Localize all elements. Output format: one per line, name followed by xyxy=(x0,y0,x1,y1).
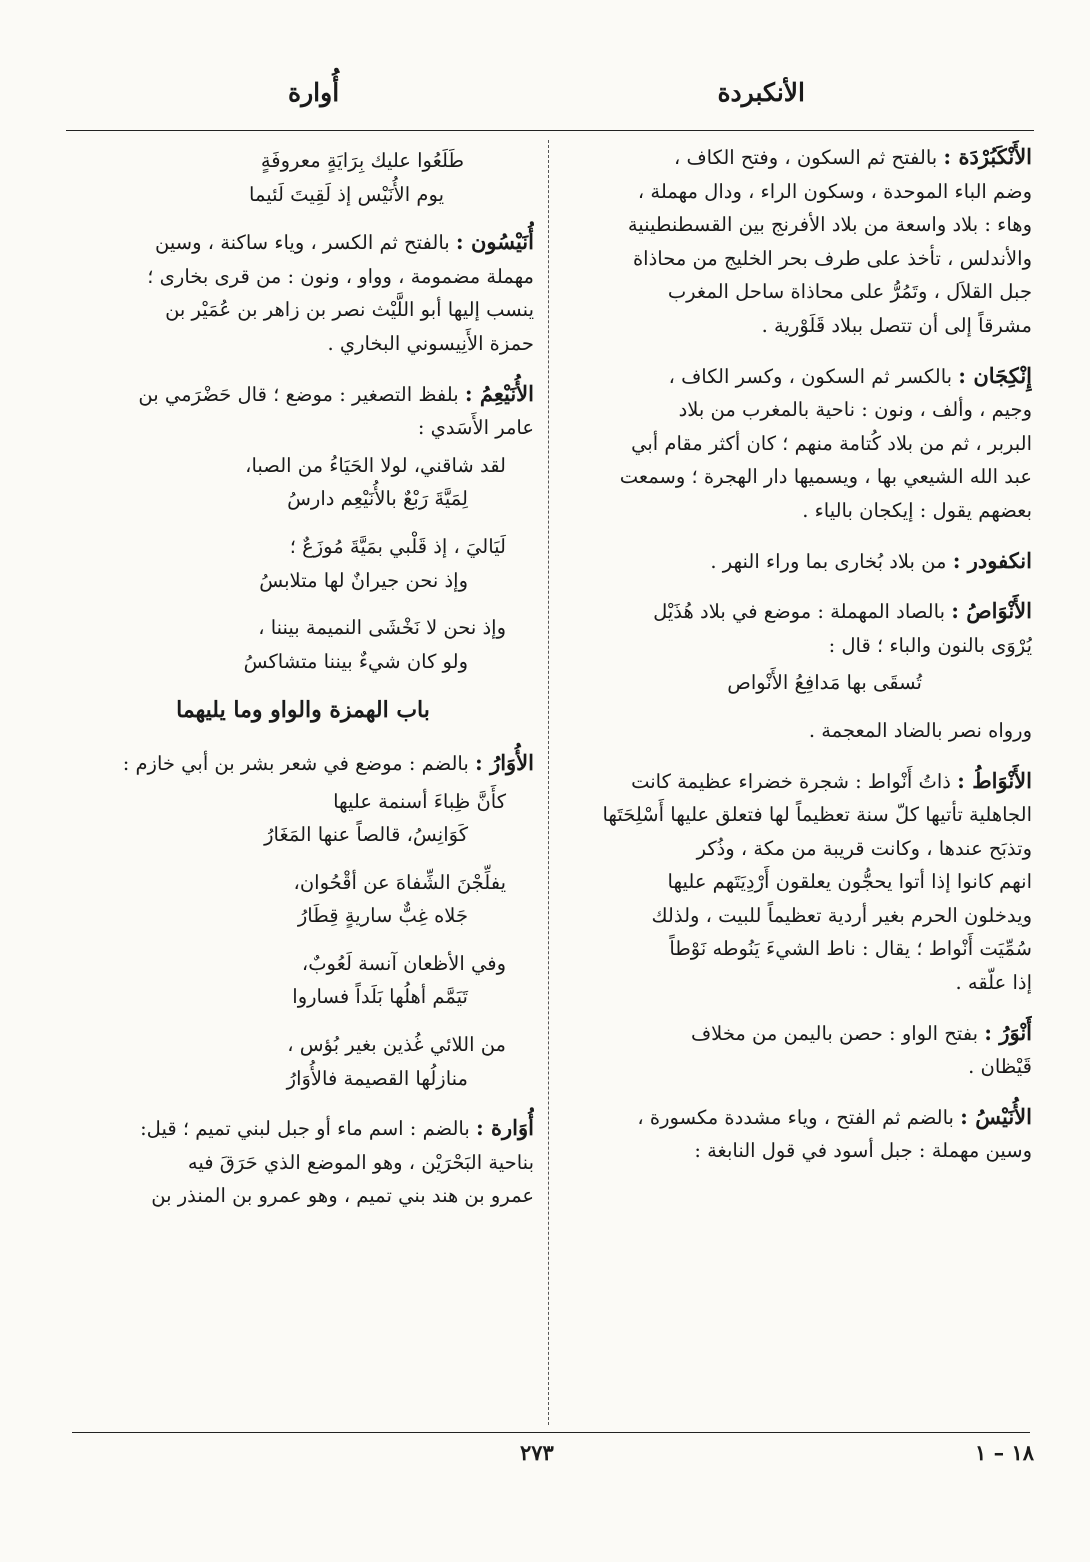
entry-text: وهاء : بلاد واسعة من بلاد الأفرنج بين القسطنطينية xyxy=(627,213,1032,237)
entry-text: بالفتح ثم السكون ، وفتح الكاف ، xyxy=(673,146,938,169)
entry-text: قَيْظان . xyxy=(968,1055,1032,1079)
verse-line: يوم الأُنَيْس إذ لَقِيتَ لَئيما xyxy=(249,182,444,206)
chapter-heading: باب الهمزة والواو وما يليهما xyxy=(176,697,430,724)
entry-text: بالصاد المهملة : موضع في بلاد هُذَيْل xyxy=(653,600,945,624)
entry-unays xyxy=(562,1100,1032,1168)
entry-uwara xyxy=(72,1111,534,1213)
entry-lemma: الأُوَارُ : xyxy=(475,749,534,775)
verse-line: كأَنَّ ظِباءَ أسنمة عليها xyxy=(333,789,506,813)
entry-text: إذا علّقه . xyxy=(955,971,1032,995)
entry-text: بالفتح ثم الكسر ، وياء ساكنة ، وسين xyxy=(155,231,450,255)
verse-line: وفي الأظعان آنسة لَعُوبٌ، xyxy=(301,951,506,975)
entry-ankafudar xyxy=(562,544,1032,579)
entry-text: ورواه نصر بالضاد المعجمة . xyxy=(808,718,1032,742)
verse-line: من اللائي غُذين بغير بُؤس ، xyxy=(287,1033,506,1057)
entry-text: عامر الأَسَدي : xyxy=(417,416,534,440)
verse-line: لَيَاليَ ، إذ قَلْبي بمَيَّةَ مُوزَعٌ ؛ xyxy=(289,534,506,558)
top-rule xyxy=(66,130,1034,131)
verse-line: وإذ نحن جيرانٌ لها متلابسُ xyxy=(259,568,468,592)
verse-line: يفلِّجْنَ الشِّفاهَ عن أقْحُوان، xyxy=(293,870,506,894)
entry-text: وضم الباء الموحدة ، وسكون الراء ، ودال مهملة ، xyxy=(637,179,1032,203)
entry-uwar xyxy=(72,746,534,1095)
left-column xyxy=(72,140,534,1428)
entry-text: مشرقاً إلى أن تتصل ببلاد قَلَوْرية . xyxy=(761,313,1032,337)
entry-text: البربر ، ثم من بلاد كُتامة منهم ؛ كان أكثر مقام أبي xyxy=(631,431,1032,455)
entry-text: وتذبَح عندها ، وكانت قريبة من مكة ، وذُكر xyxy=(696,836,1032,860)
entry-text: بالضم : موضع في شعر بشر بن أبي خازم : xyxy=(122,751,469,775)
running-head-left: أُوارة xyxy=(288,78,340,107)
entry-lemma: الأَنْوَاصُ : xyxy=(951,598,1032,624)
verse-line: لقد شاقني، لولا الحَيَاءُ من الصبا، xyxy=(245,453,506,477)
verse xyxy=(72,785,534,852)
verse-line: لِمَيَّةَ رَبْعٌ بالأُنَيْعِم دارسُ xyxy=(287,487,468,511)
entry-lemma: الأَنْوَاطُ : xyxy=(957,767,1032,793)
entry-text: بناحية البَحْرَيْن ، وهو الموضع الذي حَرَقَ فيه xyxy=(187,1150,534,1174)
entry-text: انهم كانوا إذا أتوا يحجُّون يعلقون أَرْدِيَتَهم عليها xyxy=(667,870,1032,894)
entry-text: بعضهم يقول : إيكجان بالياء . xyxy=(802,498,1032,522)
entry-text: وسين مهملة : جبل أسود في قول النابغة : xyxy=(694,1139,1032,1163)
entry-lemma: الأُنَيْعِمُ : xyxy=(464,380,534,406)
entry-anwat xyxy=(562,764,1032,1000)
verse xyxy=(72,947,534,1014)
entry-unaysun xyxy=(72,225,534,360)
entry-lemma: الأُنَيْسُ : xyxy=(960,1103,1032,1129)
entry-text: يُرْوَى بالنون والباء ؛ قال : xyxy=(828,633,1032,657)
entry-text: عمرو بن هند بني تميم ، وهو عمرو بن المنذر بن xyxy=(151,1184,534,1208)
verse-line: وإذ نحن لا نَخْشَى النميمة بيننا ، xyxy=(258,616,506,640)
verse xyxy=(72,866,534,933)
entry-lemma: أَنْوَرُ : xyxy=(984,1019,1032,1045)
entry-text: والأندلس ، تأخذ على طرف بحر الخليج من محاذاة xyxy=(632,246,1032,270)
bottom-rule xyxy=(72,1432,1030,1433)
entry-text: جبل القلاَل ، وتَمُرُّ على محاذاة ساحل المغرب xyxy=(667,280,1032,304)
entry-text: ينسب إليها أبو اللَّيْث نصر بن زاهر بن عُمَيْر بن xyxy=(165,298,534,322)
verse xyxy=(72,1028,534,1095)
entry-text: بالكسر ثم السكون ، وكسر الكاف ، xyxy=(668,364,953,388)
running-head-right: الأنكبردة xyxy=(717,78,805,107)
verse-line: ولو كان شيءٌ بيننا متشاكسُ xyxy=(243,649,468,673)
entry-lemma: أُنَيْسُون : xyxy=(455,229,534,255)
entry-text: من بلاد بُخارى بما وراء النهر . xyxy=(710,549,947,573)
entry-unay-im xyxy=(72,377,534,679)
entry-lemma: أُوَارة : xyxy=(475,1115,534,1141)
entry-text: الجاهلية تأتيها كلّ سنة تعظيماً لها فتعلق عليها أَسْلِحَتَها xyxy=(602,803,1032,827)
page-number: ٢٧٣ xyxy=(520,1440,554,1465)
verse xyxy=(72,530,534,597)
verse-line: طَلَعُوا عليك بِرَايَةٍ معروفَةٍ xyxy=(260,149,464,172)
entry-text: عبد الله الشيعي بها ، ويسميها دار الهجرة ؛ وسمعت xyxy=(619,465,1032,489)
column-divider xyxy=(548,140,549,1425)
verse xyxy=(72,611,534,678)
right-column xyxy=(562,140,1032,1428)
verse-line: منازلُها القصيمة فالأُوَارُ xyxy=(286,1066,468,1090)
entry-text: سُمِّيَت أَنْواط ؛ يقال : ناط الشيءَ يَنُوطه نَوْطاً xyxy=(669,937,1032,961)
verse-line: تَيَمَّم أهلُها بَلَداً فساروا xyxy=(292,985,468,1009)
entry-lemma: إِنْكِجَان : xyxy=(958,362,1032,388)
entry-text: ويدخلون الحرم بغير أردية تعظيماً للبيت ، ولذلك xyxy=(651,903,1032,927)
entry-text: وجيم ، وألف ، ونون : ناحية بالمغرب من بلاد xyxy=(678,398,1032,422)
verse-line: جَلاه غِبٌّ ساريةٍ قِطَارُ xyxy=(297,904,468,928)
entry-lemma: انكفودر : xyxy=(952,547,1032,573)
signature-mark: ١٨ – ١ xyxy=(975,1440,1034,1465)
entry-anwas xyxy=(562,594,1032,747)
entry-inkijan xyxy=(562,359,1032,528)
entry-text: مهملة مضمومة ، وواو ، ونون : من قرى بخارى ؛ xyxy=(147,264,534,288)
entry-anwar xyxy=(562,1016,1032,1084)
verse-line: تُسقَى بها مَدافِعُ الأَنْواص xyxy=(727,671,922,695)
entry-text: بفتح الواو : حصن باليمن من مخلاف xyxy=(690,1021,979,1045)
entry-text: ذاتُ أَنْواط : شجرة خضراء عظيمة كانت xyxy=(631,769,951,793)
entry-text: حمزة الأَنِيسوني البخاري . xyxy=(327,331,534,355)
verse xyxy=(72,144,534,211)
entry-text: بلفظ التصغير : موضع ؛ قال حَضْرَمي بن xyxy=(138,382,459,406)
verse xyxy=(72,449,534,516)
entry-text: بالضم : اسم ماء أو جبل لبني تميم ؛ قيل: xyxy=(140,1117,470,1141)
entry-text: بالضم ثم الفتح ، وياء مشددة مكسورة ، xyxy=(637,1105,954,1129)
entry-ankabarda xyxy=(562,140,1032,343)
entry-lemma: الأَنْكَبُرْدَة : xyxy=(943,144,1032,169)
verse xyxy=(562,666,1032,700)
verse-line: كَوَانِسُ، قالصاً عنها المَغَارُ xyxy=(264,823,468,847)
